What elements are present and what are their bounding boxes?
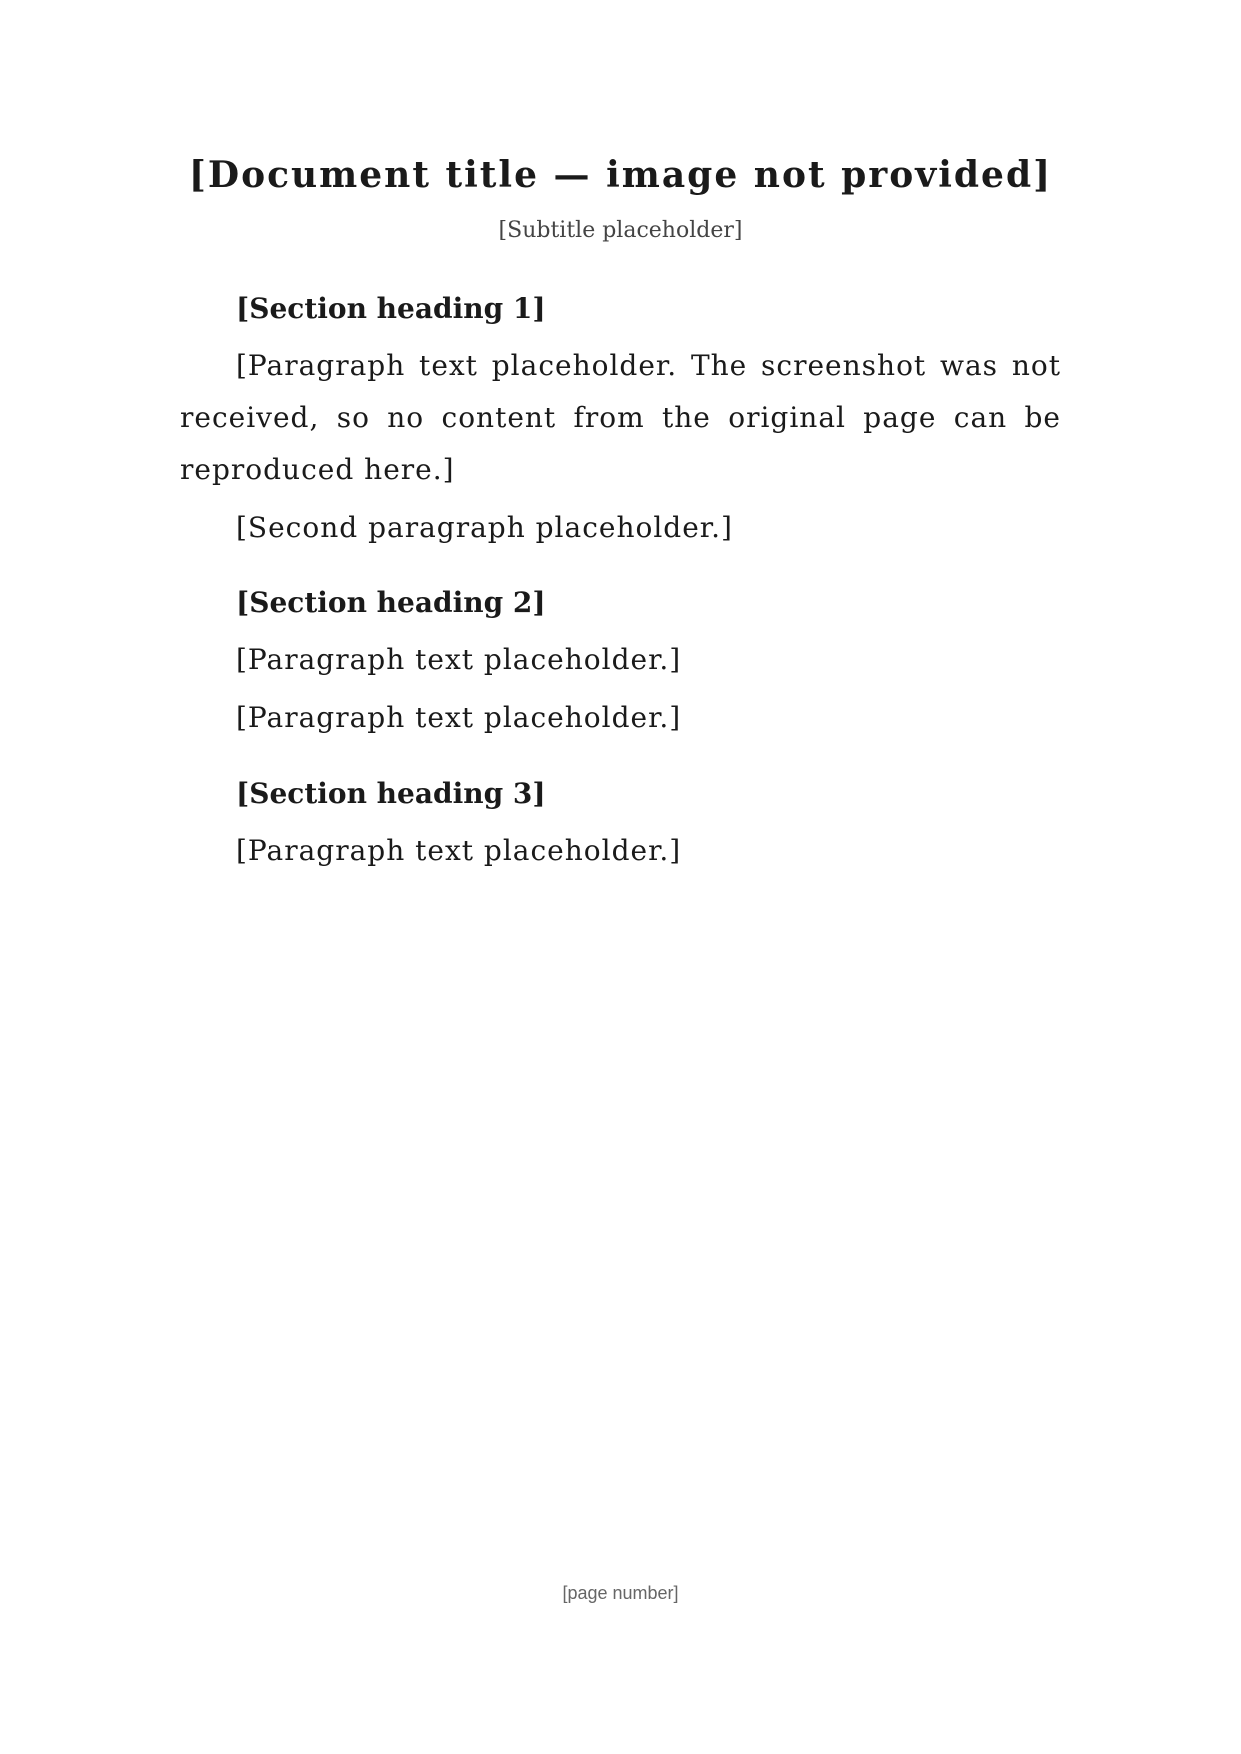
page-number: [page number] — [562, 1583, 679, 1603]
document-section — [180, 287, 1061, 553]
document-header — [180, 150, 1061, 247]
document-section — [180, 581, 1061, 743]
document-section — [180, 772, 1061, 877]
section-heading: [Section heading 3] — [236, 776, 546, 810]
document-body — [180, 287, 1061, 1553]
document-subtitle: [Subtitle placeholder] — [498, 218, 743, 244]
paragraph: [Second paragraph placeholder.] — [236, 510, 733, 544]
paragraph: [Paragraph text placeholder.] — [236, 700, 682, 734]
paragraph: [Paragraph text placeholder.] — [236, 833, 682, 867]
section-heading: [Section heading 1] — [236, 292, 546, 326]
section-heading: [Section heading 2] — [236, 586, 546, 620]
document-footer — [180, 1583, 1061, 1604]
document-title: [Document title — image not provided] — [188, 154, 1053, 196]
paragraph: [Paragraph text placeholder. The screenshot was not received, so no content from the original page can be reproduced here.] — [180, 349, 1061, 486]
paragraph: [Paragraph text placeholder.] — [236, 643, 682, 677]
